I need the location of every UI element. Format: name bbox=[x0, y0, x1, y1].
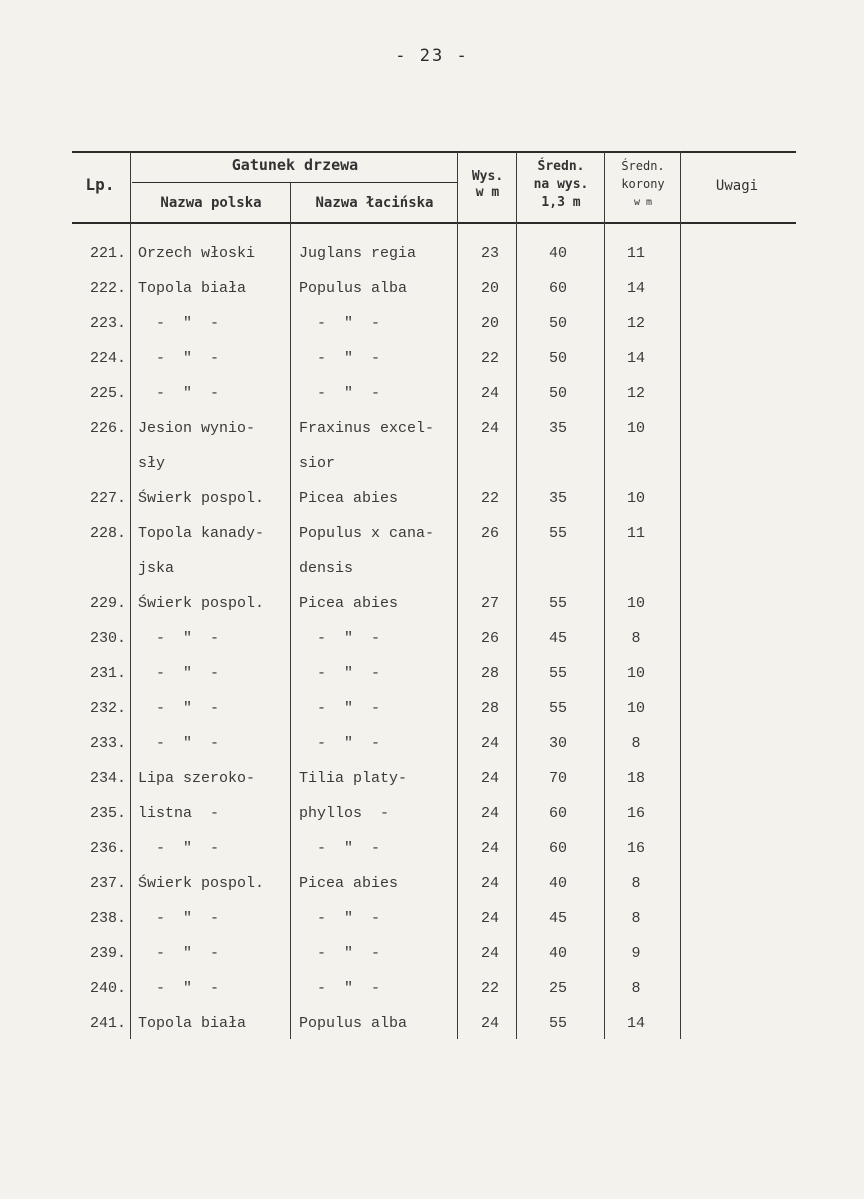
polish-name: Świerk pospol. bbox=[138, 875, 265, 892]
trunk-diameter-value: 60 bbox=[548, 840, 567, 857]
table-row bbox=[0, 516, 864, 551]
latin-name: Tilia platy- bbox=[299, 770, 408, 787]
latin-name: Juglans regia bbox=[299, 245, 417, 262]
table-row bbox=[0, 236, 864, 271]
trunk-diameter-value: 55 bbox=[548, 525, 567, 542]
latin-name: - " - bbox=[299, 630, 381, 647]
polish-name: jska bbox=[138, 560, 175, 577]
polish-name: Świerk pospol. bbox=[138, 490, 265, 507]
height-value: 22 bbox=[480, 980, 499, 997]
row-number: 232. bbox=[89, 700, 126, 717]
trunk-diameter-value: 35 bbox=[548, 420, 567, 437]
table-row bbox=[0, 621, 864, 656]
latin-name: Populus alba bbox=[299, 1015, 408, 1032]
row-number: 240. bbox=[89, 980, 126, 997]
latin-name: - " - bbox=[299, 945, 381, 962]
row-number: 231. bbox=[89, 665, 126, 682]
table-row bbox=[0, 971, 864, 1006]
trunk-diameter-value: 55 bbox=[548, 700, 567, 717]
row-number: 223. bbox=[89, 315, 126, 332]
polish-name: - " - bbox=[138, 700, 220, 717]
table-row bbox=[0, 936, 864, 971]
polish-name: - " - bbox=[138, 350, 220, 367]
row-number: 224. bbox=[89, 350, 126, 367]
trunk-diameter-value: 25 bbox=[548, 980, 567, 997]
crown-diameter-value: 8 bbox=[631, 910, 641, 927]
polish-name: Orzech włoski bbox=[138, 245, 256, 262]
row-number: 241. bbox=[89, 1015, 126, 1032]
polish-name: - " - bbox=[138, 980, 220, 997]
latin-name: - " - bbox=[299, 665, 381, 682]
trunk-diameter-value: 40 bbox=[548, 875, 567, 892]
height-value: 28 bbox=[480, 665, 499, 682]
height-value: 24 bbox=[480, 420, 499, 437]
crown-diameter-value: 14 bbox=[626, 1015, 645, 1032]
height-value: 24 bbox=[480, 945, 499, 962]
height-value: 24 bbox=[480, 910, 499, 927]
crown-diameter-value: 11 bbox=[626, 245, 645, 262]
polish-name: - " - bbox=[138, 945, 220, 962]
table-row bbox=[0, 411, 864, 446]
crown-diameter-value: 16 bbox=[626, 840, 645, 857]
latin-name: phyllos - bbox=[299, 805, 390, 822]
header-sredn-1: Średn. bbox=[537, 159, 585, 174]
crown-diameter-value: 11 bbox=[626, 525, 645, 542]
table-row bbox=[0, 831, 864, 866]
polish-name: Topola kanady- bbox=[138, 525, 265, 542]
polish-name: - " - bbox=[138, 665, 220, 682]
polish-name: Topola biała bbox=[138, 1015, 247, 1032]
trunk-diameter-value: 55 bbox=[548, 665, 567, 682]
table-row bbox=[0, 866, 864, 901]
header-korony-1: Średn. bbox=[621, 159, 665, 173]
trunk-diameter-value: 45 bbox=[548, 630, 567, 647]
row-number: 238. bbox=[89, 910, 126, 927]
table-row bbox=[0, 691, 864, 726]
table-row bbox=[0, 1006, 864, 1041]
table-row bbox=[0, 446, 864, 481]
row-number: 221. bbox=[89, 245, 126, 262]
row-number: 222. bbox=[89, 280, 126, 297]
latin-name: Fraxinus excel- bbox=[299, 420, 435, 437]
height-value: 20 bbox=[480, 280, 499, 297]
row-number: 227. bbox=[89, 490, 126, 507]
table-row bbox=[0, 656, 864, 691]
polish-name: listna - bbox=[138, 805, 220, 822]
table-row bbox=[0, 586, 864, 621]
trunk-diameter-value: 55 bbox=[548, 1015, 567, 1032]
table-row bbox=[0, 341, 864, 376]
crown-diameter-value: 18 bbox=[626, 770, 645, 787]
crown-diameter-value: 12 bbox=[626, 385, 645, 402]
row-number: 237. bbox=[89, 875, 126, 892]
row-number: 239. bbox=[89, 945, 126, 962]
crown-diameter-value: 9 bbox=[631, 945, 641, 962]
polish-name: Jesion wynio- bbox=[138, 420, 256, 437]
trunk-diameter-value: 50 bbox=[548, 315, 567, 332]
height-value: 22 bbox=[480, 490, 499, 507]
height-value: 22 bbox=[480, 350, 499, 367]
height-value: 26 bbox=[480, 630, 499, 647]
height-value: 24 bbox=[480, 735, 499, 752]
polish-name: - " - bbox=[138, 910, 220, 927]
trunk-diameter-value: 45 bbox=[548, 910, 567, 927]
header-korony-3: w m bbox=[633, 197, 653, 208]
row-number: 234. bbox=[89, 770, 126, 787]
latin-name: Populus alba bbox=[299, 280, 408, 297]
trunk-diameter-value: 70 bbox=[548, 770, 567, 787]
height-value: 20 bbox=[480, 315, 499, 332]
table-row bbox=[0, 796, 864, 831]
header-wys-1: Wys. bbox=[471, 169, 504, 184]
row-number: 228. bbox=[89, 525, 126, 542]
trunk-diameter-value: 60 bbox=[548, 805, 567, 822]
header-gatunek: Gatunek drzewa bbox=[231, 156, 359, 174]
crown-diameter-value: 16 bbox=[626, 805, 645, 822]
crown-diameter-value: 14 bbox=[626, 280, 645, 297]
height-value: 24 bbox=[480, 840, 499, 857]
crown-diameter-value: 10 bbox=[626, 665, 645, 682]
crown-diameter-value: 8 bbox=[631, 735, 641, 752]
polish-name: - " - bbox=[138, 315, 220, 332]
crown-diameter-value: 10 bbox=[626, 700, 645, 717]
latin-name: - " - bbox=[299, 735, 381, 752]
latin-name: Picea abies bbox=[299, 875, 399, 892]
trunk-diameter-value: 30 bbox=[548, 735, 567, 752]
table-row bbox=[0, 271, 864, 306]
latin-name: Picea abies bbox=[299, 490, 399, 507]
table-row bbox=[0, 376, 864, 411]
latin-name: - " - bbox=[299, 980, 381, 997]
polish-name: Lipa szeroko- bbox=[138, 770, 256, 787]
trunk-diameter-value: 40 bbox=[548, 945, 567, 962]
trunk-diameter-value: 40 bbox=[548, 245, 567, 262]
row-number: 233. bbox=[89, 735, 126, 752]
polish-name: - " - bbox=[138, 385, 220, 402]
latin-name: - " - bbox=[299, 315, 381, 332]
height-value: 27 bbox=[480, 595, 499, 612]
table-row bbox=[0, 481, 864, 516]
header-korony-2: korony bbox=[621, 177, 665, 191]
latin-name: - " - bbox=[299, 910, 381, 927]
trunk-diameter-value: 50 bbox=[548, 385, 567, 402]
height-value: 24 bbox=[480, 805, 499, 822]
latin-name: Picea abies bbox=[299, 595, 399, 612]
height-value: 28 bbox=[480, 700, 499, 717]
trunk-diameter-value: 35 bbox=[548, 490, 567, 507]
crown-diameter-value: 12 bbox=[626, 315, 645, 332]
row-number: 235. bbox=[89, 805, 126, 822]
polish-name: - " - bbox=[138, 840, 220, 857]
polish-name: Świerk pospol. bbox=[138, 595, 265, 612]
header-wys-2: w m bbox=[475, 185, 500, 200]
page-number: - 23 - bbox=[395, 46, 469, 66]
trunk-diameter-value: 50 bbox=[548, 350, 567, 367]
table-row bbox=[0, 901, 864, 936]
latin-name: - " - bbox=[299, 840, 381, 857]
latin-name: - " - bbox=[299, 385, 381, 402]
table-row bbox=[0, 306, 864, 341]
trunk-diameter-value: 60 bbox=[548, 280, 567, 297]
trunk-diameter-value: 55 bbox=[548, 595, 567, 612]
height-value: 24 bbox=[480, 385, 499, 402]
row-number: 226. bbox=[89, 420, 126, 437]
header-lp: Lp. bbox=[85, 175, 115, 194]
latin-name: - " - bbox=[299, 350, 381, 367]
header-uwagi: Uwagi bbox=[715, 178, 759, 194]
crown-diameter-value: 10 bbox=[626, 490, 645, 507]
polish-name: - " - bbox=[138, 735, 220, 752]
row-number: 225. bbox=[89, 385, 126, 402]
table-row bbox=[0, 761, 864, 796]
height-value: 23 bbox=[480, 245, 499, 262]
table-row bbox=[0, 551, 864, 586]
polish-name: sły bbox=[138, 455, 166, 472]
crown-diameter-value: 10 bbox=[626, 595, 645, 612]
crown-diameter-value: 8 bbox=[631, 630, 641, 647]
latin-name: - " - bbox=[299, 700, 381, 717]
crown-diameter-value: 8 bbox=[631, 980, 641, 997]
height-value: 26 bbox=[480, 525, 499, 542]
row-number: 236. bbox=[89, 840, 126, 857]
crown-diameter-value: 8 bbox=[631, 875, 641, 892]
latin-name: Populus x cana- bbox=[299, 525, 435, 542]
height-value: 24 bbox=[480, 875, 499, 892]
polish-name: - " - bbox=[138, 630, 220, 647]
header-sredn-2: na wys. bbox=[533, 177, 589, 192]
header-nazwa-polska: Nazwa polska bbox=[160, 195, 262, 211]
row-number: 230. bbox=[89, 630, 126, 647]
height-value: 24 bbox=[480, 1015, 499, 1032]
crown-diameter-value: 10 bbox=[626, 420, 645, 437]
table-row bbox=[0, 726, 864, 761]
polish-name: Topola biała bbox=[138, 280, 247, 297]
latin-name: densis bbox=[299, 560, 354, 577]
row-number: 229. bbox=[89, 595, 126, 612]
header-nazwa-lacinska: Nazwa łacińska bbox=[315, 195, 434, 211]
height-value: 24 bbox=[480, 770, 499, 787]
latin-name: sior bbox=[299, 455, 336, 472]
header-sredn-3: 1,3 m bbox=[541, 195, 581, 210]
crown-diameter-value: 14 bbox=[626, 350, 645, 367]
